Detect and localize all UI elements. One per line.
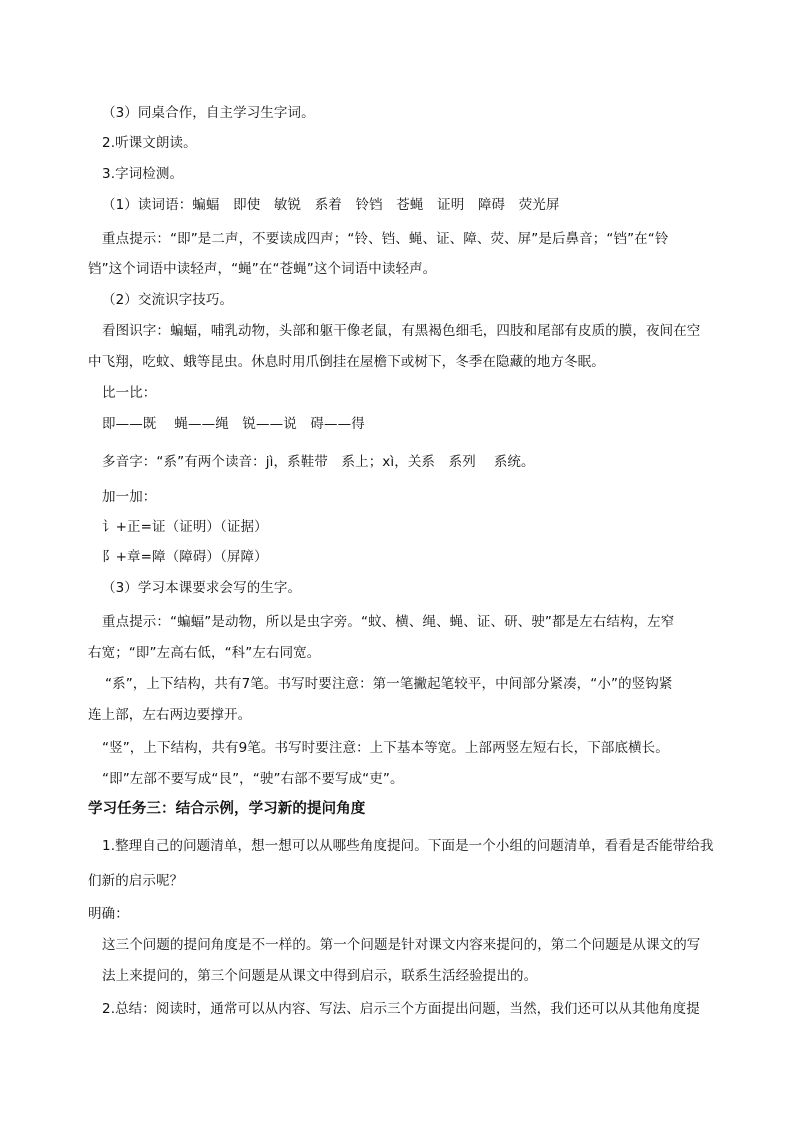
- text-line: 1.整理自己的问题清单，想一想可以从哪些角度提问。下面是一个小组的问题清单，看看是否能带给我: [102, 838, 714, 854]
- text-line: 重点提示：“即”是二声，不要读成四声；“铃、铛、蝇、证、障、荧、屏”是后鼻音；“铛”在“铃: [102, 231, 669, 247]
- text-line: “即”左部不要写成“艮”，“驶”右部不要写成“吏”。: [102, 771, 404, 787]
- text-line: 重点提示：“蝙蝠”是动物，所以是虫字旁。“蚊、横、绳、蝇、证、研、驶”都是左右结构，左窄: [102, 614, 675, 630]
- text-line: 3.字词检测。: [102, 166, 184, 182]
- text-line: 连上部，左右两边要撑开。: [88, 707, 252, 723]
- text-line: 即——既 蝇——绳 锐——说 碍——得: [102, 416, 365, 432]
- text-line: 多音字：“系”有两个读音：jì，系鞋带 系上；xì，关系 系列 系统。: [102, 454, 535, 470]
- text-line: 们新的启示呢？: [88, 873, 184, 889]
- text-line: 阝+章=障（障碍）（屏障）: [102, 549, 268, 565]
- text-line: （3）同桌合作，自主学习生字词。: [102, 105, 315, 121]
- text-line: “系”，上下结构，共有7笔。书写时要注意：第一笔撇起笔较平，中间部分紧凑，“小”的竖钩紧: [105, 676, 673, 692]
- section-heading: 学习任务三：结合示例，学习新的提问角度: [88, 801, 366, 817]
- text-line: 中飞翔，吃蚊、蛾等昆虫。休息时用爪倒挂在屋檐下或树下，冬季在隐藏的地方冬眠。: [88, 354, 605, 370]
- text-line: 加一加：: [102, 489, 157, 505]
- text-line: 右宽；“即”左高右低，“科”左右同宽。: [88, 645, 321, 661]
- text-line: 铛”这个词语中读轻声，“蝇”在“苍蝇”这个词语中读轻声。: [88, 261, 437, 277]
- text-line: 2.听课文朗读。: [102, 135, 197, 151]
- text-line: （3）学习本课要求会写的生字。: [102, 580, 302, 596]
- text-line: 2.总结：阅读时，通常可以从内容、写法、启示三个方面提出问题，当然，我们还可以从其他角度提: [102, 1001, 700, 1017]
- text-line: 比一比：: [102, 385, 157, 401]
- text-line: 明确：: [88, 906, 129, 922]
- text-line: （1）读词语：蝙蝠 即使 敏锐 系着 铃铛 苍蝇 证明 障碍 荧光屏: [102, 197, 560, 213]
- text-line: 法上来提问的，第三个问题是从课文中得到启示，联系生活经验提出的。: [102, 968, 538, 984]
- text-line: 看图识字：蝙蝠，哺乳动物，头部和躯干像老鼠，有黑褐色细毛，四肢和尾部有皮质的膜，夜间在空: [102, 323, 701, 339]
- text-line: 这三个问题的提问角度是不一样的。第一个问题是针对课文内容来提问的，第二个问题是从课文的写: [102, 937, 701, 953]
- text-line: 讠+正=证（证明）（证据）: [102, 519, 268, 535]
- text-line: “竖”，上下结构，共有9笔。书写时要注意：上下基本等宽。上部两竖左短右长，下部底横长。: [102, 740, 669, 756]
- text-line: （2）交流识字技巧。: [102, 292, 234, 308]
